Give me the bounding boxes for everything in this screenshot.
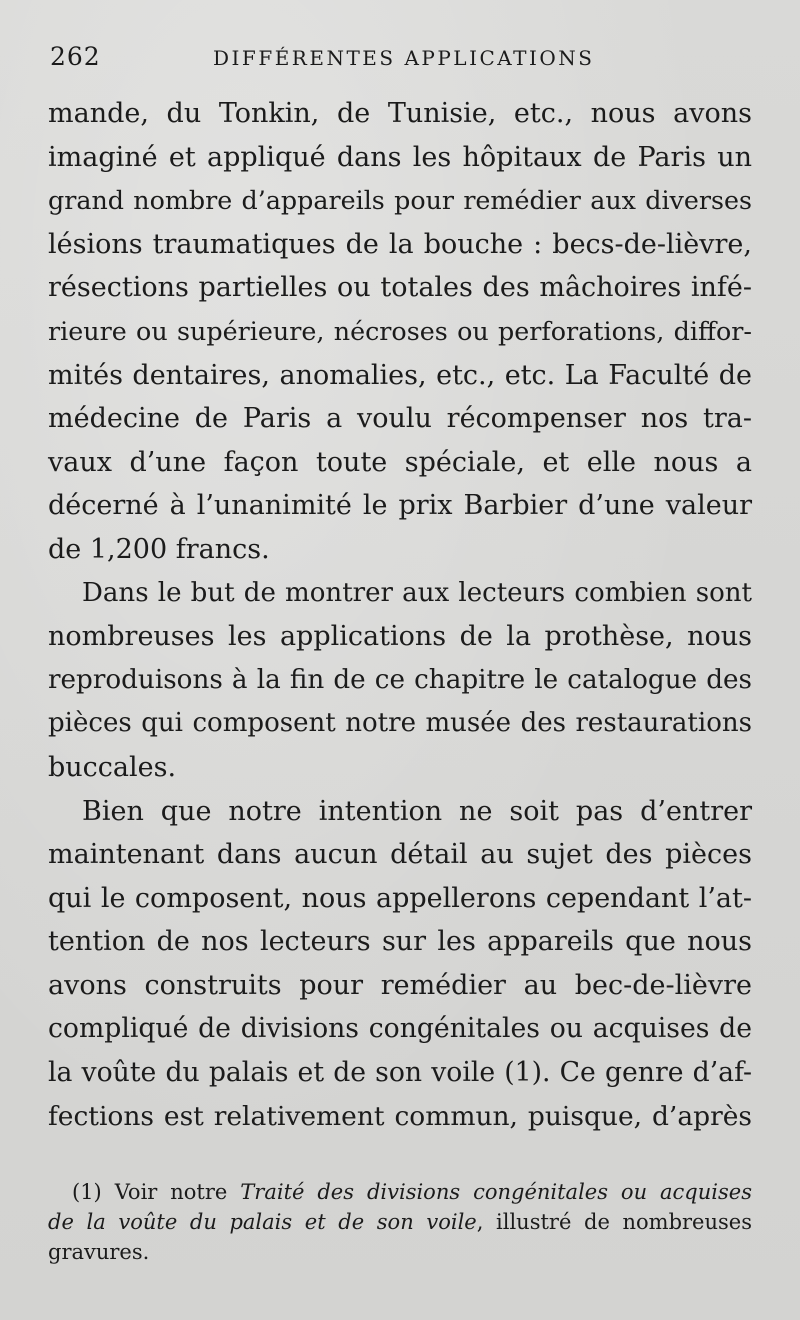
footnote-after-title: , illustré de nombreuses [476, 1210, 752, 1234]
text-line: lésions traumatiques de la bouche : becs-de-lièvre, [48, 228, 752, 260]
footnote-marker: (1) [72, 1180, 102, 1204]
body-text [48, 92, 752, 1138]
text-line: fections est relativement commun, puisque, d’après [48, 1100, 752, 1132]
text-line: Bien que notre intention ne soit pas d’entrer [82, 795, 752, 827]
text-line: médecine de Paris a voulu récompenser nos tra- [48, 403, 752, 435]
running-head: DIFFÉRENTES APPLICATIONS [213, 46, 595, 70]
footnote-title-cont: de la voûte du palais et de son voile [48, 1210, 477, 1234]
footnote-line [48, 1177, 752, 1207]
text-line: tention de nos lecteurs sur les appareils que nous [48, 926, 752, 958]
footnote-title: Traité des divisions congénitales ou acquises [240, 1180, 752, 1204]
text-line: mités dentaires, anomalies, etc., etc. La Faculté de [48, 359, 752, 391]
text-line: grand nombre d’appareils pour remédier aux diverses [48, 185, 752, 216]
text-line: Dans le but de montrer aux lecteurs combien sont [82, 577, 752, 608]
page-number: 262 [50, 42, 101, 71]
text-line: la voûte du palais et de son voile (1). Ce genre d’af- [48, 1057, 752, 1089]
text-line: rieure ou supérieure, nécroses ou perforations, diffor- [48, 315, 752, 346]
footnote-line [48, 1207, 752, 1237]
page-header [50, 42, 750, 78]
text-line: imaginé et appliqué dans les hôpitaux de Paris un [48, 141, 752, 173]
text-line: compliqué de divisions congénitales ou acquises de [48, 1013, 752, 1045]
text-line: buccales. [48, 751, 177, 783]
text-line: avons construits pour remédier au bec-de-lièvre [48, 969, 752, 1001]
text-line: pièces qui composent notre musée des restaurations [48, 708, 752, 739]
text-line: nombreuses les applications de la prothèse, nous [48, 621, 752, 653]
text-line: maintenant dans aucun détail au sujet des pièces [48, 839, 752, 871]
footnote [48, 1177, 752, 1267]
footnote-lead: Voir notre [114, 1180, 228, 1204]
footnote-line: gravures. [48, 1240, 150, 1264]
text-line: reproduisons à la fin de ce chapitre le catalogue des [48, 664, 752, 695]
text-line: qui le composent, nous appellerons cependant l’at- [48, 882, 752, 914]
text-line: vaux d’une façon toute spéciale, et elle nous a [48, 446, 752, 478]
text-line: de 1,200 francs. [48, 533, 270, 565]
text-line: décerné à l’unanimité le prix Barbier d’une valeur [48, 490, 752, 522]
text-line: résections partielles ou totales des mâchoires infé- [48, 272, 752, 304]
text-line: mande, du Tonkin, de Tunisie, etc., nous avons [48, 98, 752, 129]
